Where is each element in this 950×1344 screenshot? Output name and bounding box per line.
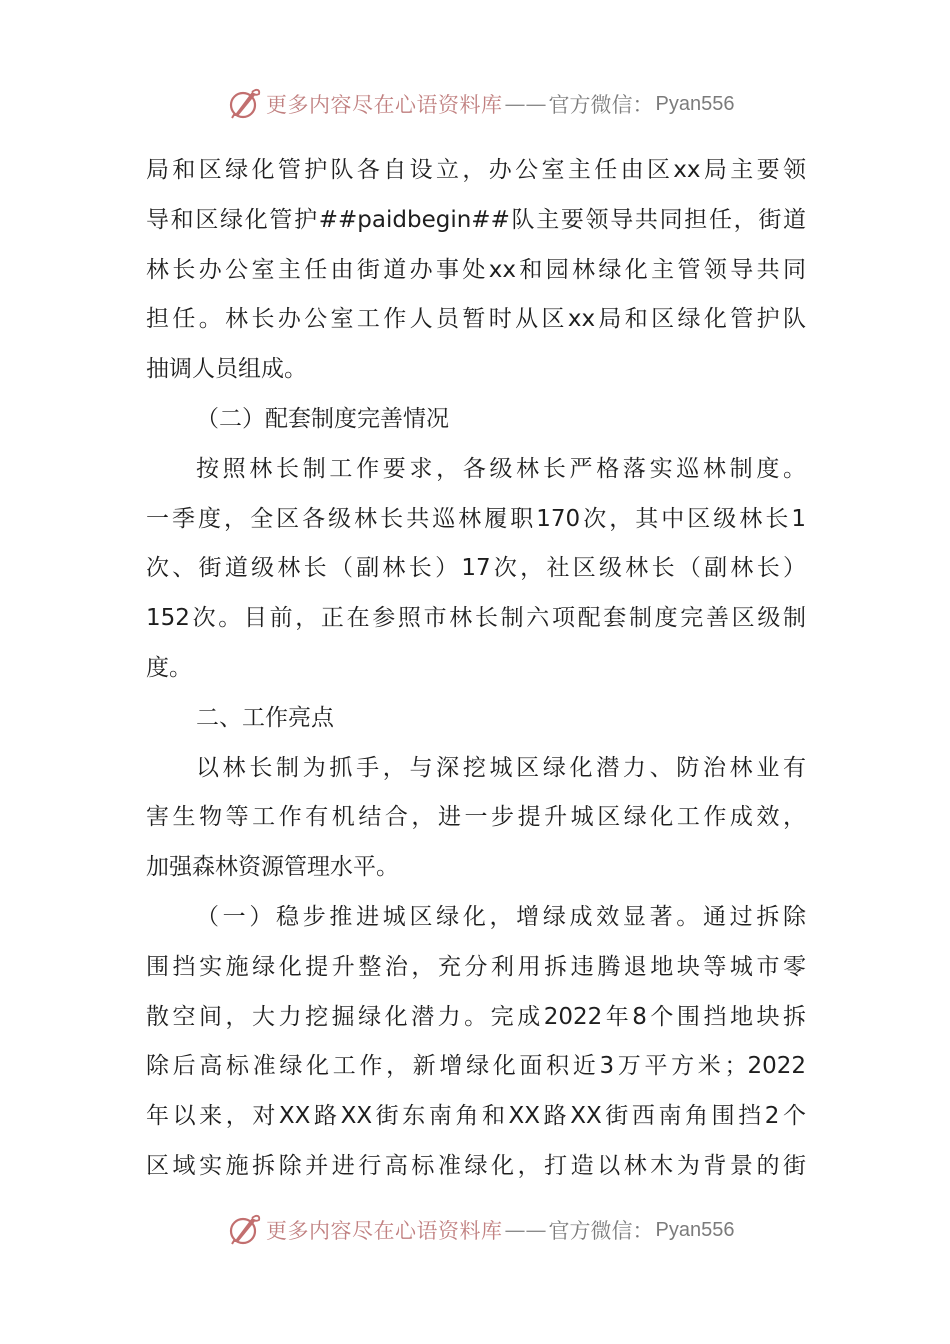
text-line: 抽调人员组成。 [146, 356, 307, 383]
footer-watermark [226, 1210, 734, 1250]
body-text [146, 146, 806, 1192]
watermark-text: 更多内容尽在心语资料库 [266, 93, 503, 117]
text-line: 次、街道级林长（副林长）17次，社区级林长（副林长） [146, 555, 806, 582]
text-line: 按照林长制工作要求，各级林长严格落实巡林制度。 [196, 455, 806, 482]
text-line: 除后高标准绿化工作，新增绿化面积近3万平方米；2022 [146, 1053, 806, 1080]
watermark-separator: —— [504, 92, 547, 116]
text-line: 加强森林资源管理水平。 [146, 854, 399, 881]
watermark-label: 官方微信： [548, 1219, 654, 1243]
text-line: 围挡实施绿化提升整治，充分利用拆违腾退地块等城市零 [146, 953, 806, 980]
section-heading: （二）配套制度完善情况 [196, 405, 449, 432]
text-line: 以林长制为抓手，与深挖城区绿化潜力、防治林业有 [196, 754, 806, 781]
text-line: 局和区绿化管护队各自设立，办公室主任由区xx局主要领 [146, 157, 806, 183]
text-line: 担任。林长办公室工作人员暂时从区xx局和区绿化管护队 [146, 306, 806, 333]
quill-pen-circle-icon [226, 1212, 262, 1248]
text-line: 年以来，对XX路XX街东南角和XX路XX街西南角围挡2个 [146, 1103, 806, 1130]
text-line: 散空间，大力挖掘绿化潜力。完成2022年8个围挡地块拆 [146, 1003, 806, 1030]
text-line: 林长办公室主任由街道办事处xx和园林绿化主管领导共同 [146, 256, 806, 283]
text-line: 度。 [146, 654, 192, 681]
text-line: 152次。目前，正在参照市林长制六项配套制度完善区级制 [146, 605, 806, 632]
watermark-label: 官方微信： [548, 93, 654, 117]
watermark-text: 更多内容尽在心语资料库 [266, 1219, 503, 1243]
text-line: 害生物等工作有机结合，进一步提升城区绿化工作成效， [146, 804, 806, 831]
quill-pen-circle-icon [226, 86, 262, 122]
watermark-id: Pyan556 [655, 92, 735, 115]
text-line: 区域实施拆除并进行高标准绿化，打造以林木为背景的街 [146, 1152, 806, 1179]
header-watermark [226, 84, 734, 124]
watermark-id: Pyan556 [655, 1218, 735, 1241]
watermark-separator: —— [504, 1218, 547, 1242]
text-line: 导和区绿化管护##paidbegin##队主要领导共同担任，街道 [146, 206, 806, 233]
text-line: （一）稳步推进城区绿化，增绿成效显著。通过拆除 [196, 903, 806, 930]
text-line: 一季度，全区各级林长共巡林履职170次，其中区级林长1 [146, 505, 806, 532]
section-heading: 二、工作亮点 [196, 704, 334, 731]
